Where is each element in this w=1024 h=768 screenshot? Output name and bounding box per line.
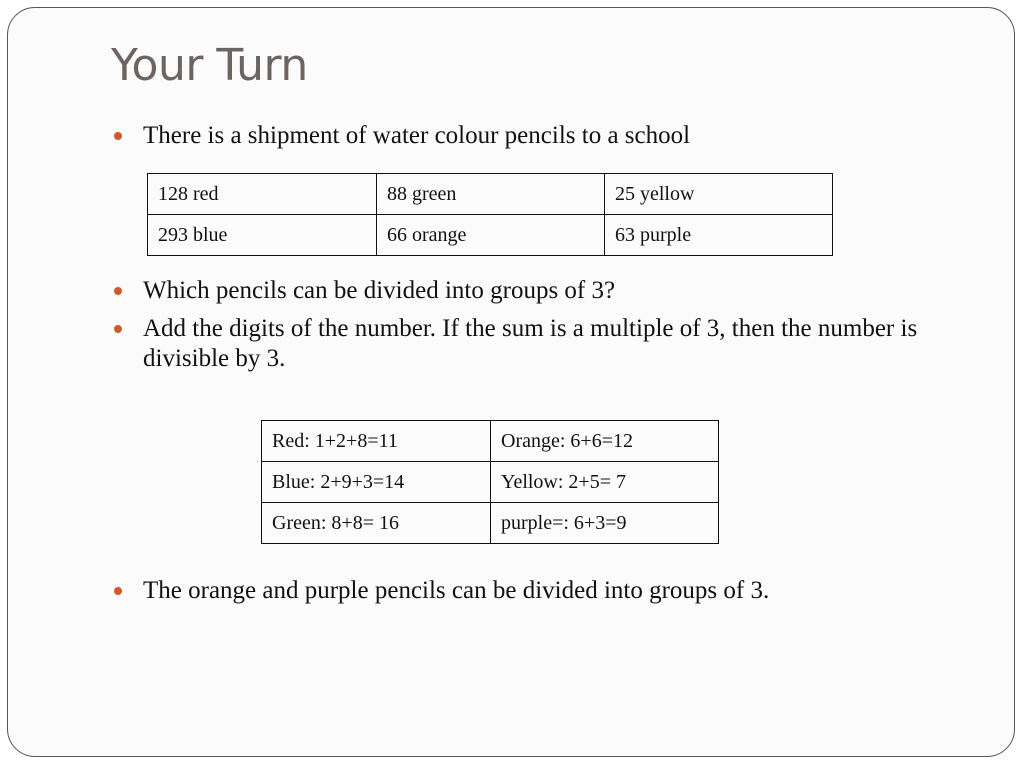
table-cell: 25 yellow bbox=[605, 174, 833, 215]
table-cell: 128 red bbox=[148, 174, 377, 215]
bullet-shipment: There is a shipment of water colour pencils to a school bbox=[143, 121, 903, 151]
slide-frame bbox=[7, 7, 1015, 757]
table-cell: Green: 8+8= 16 bbox=[262, 503, 491, 544]
table-cell: 63 purple bbox=[605, 215, 833, 256]
table-row bbox=[148, 174, 833, 215]
bullet-question: Which pencils can be divided into groups of 3? bbox=[143, 276, 903, 306]
table-row bbox=[262, 462, 719, 503]
table-cell: Red: 1+2+8=11 bbox=[262, 421, 491, 462]
table-row bbox=[148, 215, 833, 256]
table-cell: Blue: 2+9+3=14 bbox=[262, 462, 491, 503]
digit-sum-table bbox=[261, 420, 719, 544]
slide-title: Your Turn bbox=[111, 40, 308, 91]
bullet-conclusion: The orange and purple pencils can be divided into groups of 3. bbox=[143, 576, 943, 606]
table-cell: 293 blue bbox=[148, 215, 377, 256]
table-cell: 66 orange bbox=[377, 215, 605, 256]
bullet-rule: Add the digits of the number. If the sum is a multiple of 3, then the number is divisible by 3. bbox=[143, 314, 923, 374]
table-cell: Orange: 6+6=12 bbox=[491, 421, 719, 462]
pencil-count-table bbox=[147, 173, 833, 256]
table-cell: Yellow: 2+5= 7 bbox=[491, 462, 719, 503]
table-row bbox=[262, 503, 719, 544]
table-cell: 88 green bbox=[377, 174, 605, 215]
table-row bbox=[262, 421, 719, 462]
table-cell: purple=: 6+3=9 bbox=[491, 503, 719, 544]
